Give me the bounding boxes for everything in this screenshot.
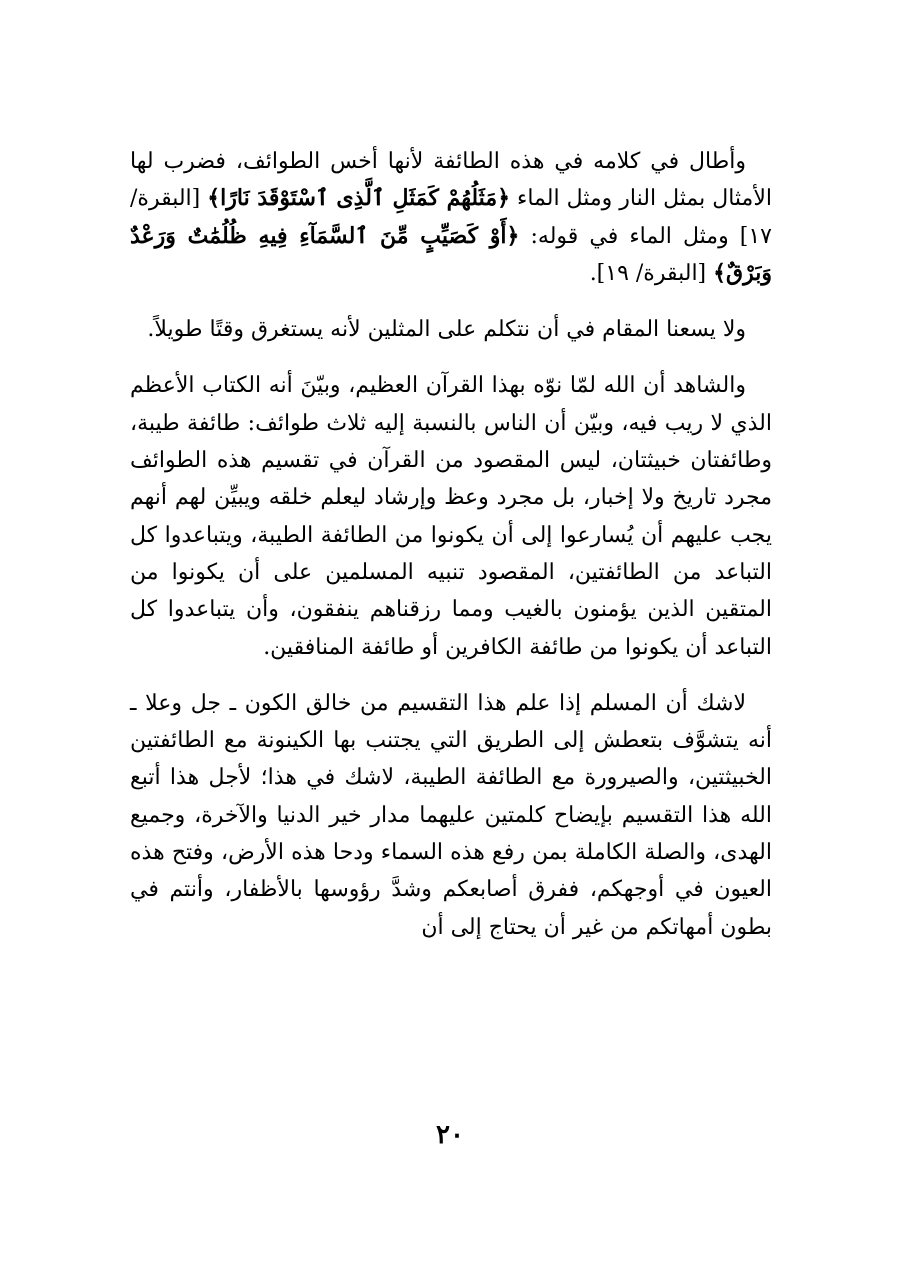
paragraph-4: لاشك أن المسلم إذا علم هذا التقسيم من خالق الكون ـ جل وعلا ـ أنه يتشوَّف بتعطش إلى الطريق التي يجتنب بها الكينونة مع الطائفتين الخبيثتين، والصيرورة مع الطائفة الطيبة، لاشك في هذا؛ لأجل هذا أتبع الله هذا التقسيم بإيضاح كلمتين عليهما مدار خير الدنيا والآخرة، وجميع الهدى، والصلة الكاملة بمن رفع هذه السماء ودحا هذه الأرض، وفتح هذه العيون في أوجهكم، ففرق أصابعكم وشدَّ رؤوسها بالأظفار، وأنتم في بطون أمهاتكم من غير أن يحتاج إلى أن — [130, 690, 773, 940]
paragraph-gap — [130, 292, 772, 311]
quran-verse-1: ﴿مَثَلُهُمْ كَمَثَلِ ٱلَّذِى ٱسْتَوْقَدَ نَارًا﴾ — [207, 185, 510, 212]
page-body — [130, 143, 772, 946]
page-number: ٢٠ — [436, 1120, 464, 1150]
paragraph-gap — [130, 348, 772, 367]
verse-reference-2: [البقرة/ ١٩]. — [589, 260, 714, 286]
paragraph-2: ولا يسعنا المقام في أن نتكلم على المثلين لأنه يستغرق وقتًا طويلاً. — [147, 317, 746, 343]
verse-reference-1: [البقرة/ ١٧] ومثل الماء في قوله: — [130, 186, 772, 249]
paragraph-1-text: وأطال في كلامه في هذه الطائفة لأنها أخس الطوائف، فضرب لها الأمثال بمثل النار ومثل الماء — [130, 149, 772, 212]
paragraph-3: والشاهد أن الله لمّا نوّه بهذا القرآن العظيم، وبيّنَ أنه الكتاب الأعظم الذي لا ريب فيه، وبيّن أن الناس بالنسبة إليه ثلاث طوائف: طائفة طيبة، وطائفتان خبيثتان، ليس المقصود من القرآن في تقسيم هذه الطوائف مجرد تاريخ ولا إخبار، بل مجرد وعظ وإرشاد ليعلم خلقه ويبيِّن لهم أنهم يجب عليهم أن يُسارعوا إلى أن يكونوا من الطائفة الطيبة، ويتباعدوا كل التباعد من الطائفتين، المقصود تنبيه المسلمين على أن يكونوا من المتقين الذين يؤمنون بالغيب ومما رزقناهم ينفقون، وأن يتباعدوا كل التباعد أن يكونوا من طائفة الكافرين أو طائفة المنافقين. — [130, 373, 773, 660]
paragraph-gap — [130, 666, 772, 685]
quran-verse-2: ﴿أَوْ كَصَيِّبٍ مِّنَ ٱلسَّمَآءِ فِيهِ ظُلُمَٰتٌ وَرَعْدٌ وَبَرْقٌ﴾ — [130, 222, 772, 286]
paragraph-1 — [130, 143, 772, 292]
